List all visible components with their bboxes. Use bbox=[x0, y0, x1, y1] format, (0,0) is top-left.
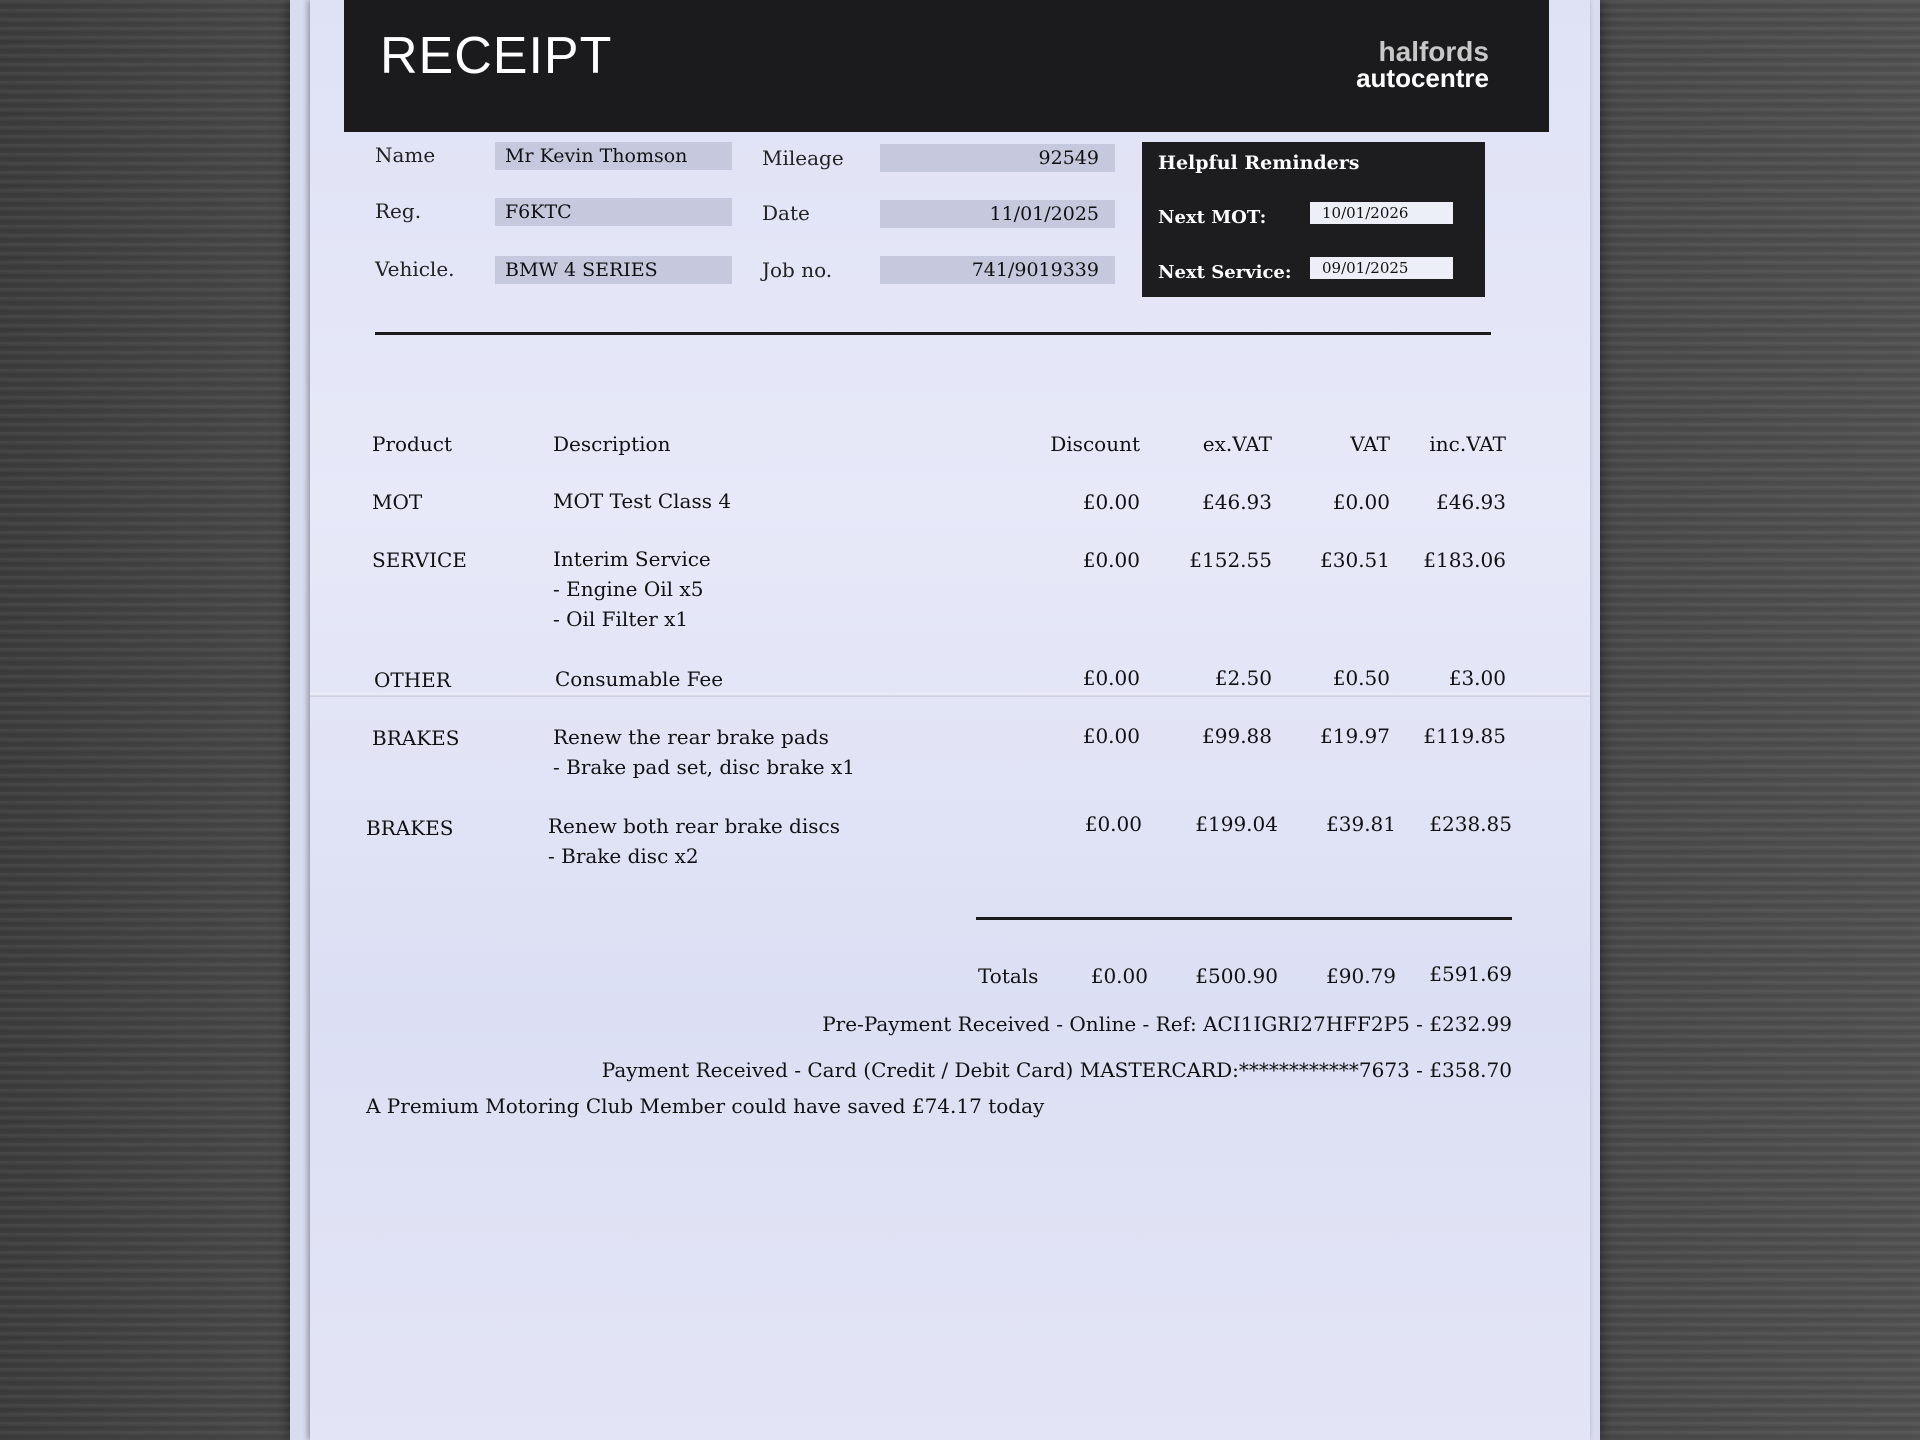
row-2-product: SERVICE bbox=[372, 548, 467, 572]
logo-brand-top: halfords bbox=[1378, 36, 1489, 67]
description-line: - Brake disc x2 bbox=[548, 844, 699, 868]
description-line: Consumable Fee bbox=[555, 667, 724, 691]
description-line: - Oil Filter x1 bbox=[553, 607, 689, 631]
description-line: Renew the rear brake pads bbox=[553, 725, 829, 749]
totals-ex-vat: £500.90 bbox=[1195, 964, 1278, 988]
date-label: Date bbox=[762, 201, 810, 225]
row-5-description bbox=[548, 811, 840, 871]
row-2-vat: £30.51 bbox=[1320, 548, 1390, 572]
row-5-inc-vat: £238.85 bbox=[1429, 812, 1512, 836]
receipt-banner bbox=[344, 0, 1549, 132]
description-line: MOT Test Class 4 bbox=[553, 489, 732, 513]
date-value: 11/01/2025 bbox=[880, 200, 1115, 228]
row-5-product: BRAKES bbox=[366, 816, 454, 840]
row-4-ex-vat: £99.88 bbox=[1202, 724, 1272, 748]
name-value: Mr Kevin Thomson bbox=[495, 142, 732, 170]
card-payment-line: Payment Received - Card (Credit / Debit Card) MASTERCARD:************7673 - £358.70 bbox=[601, 1058, 1512, 1082]
description-line: Renew both rear brake discs bbox=[548, 814, 840, 838]
row-2-description bbox=[553, 544, 711, 634]
job-label: Job no. bbox=[762, 258, 833, 282]
totals-discount: £0.00 bbox=[1090, 964, 1148, 988]
club-saving-note: A Premium Motoring Club Member could have saved £74.17 today bbox=[366, 1094, 1045, 1118]
row-4-inc-vat: £119.85 bbox=[1423, 724, 1506, 748]
reg-value: F6KTC bbox=[495, 198, 732, 226]
col-header-product: Product bbox=[372, 432, 452, 456]
description-line: Interim Service bbox=[553, 547, 711, 571]
col-header-vat: VAT bbox=[1350, 432, 1390, 456]
row-1-ex-vat: £46.93 bbox=[1202, 490, 1272, 514]
next-service-value: 09/01/2025 bbox=[1310, 257, 1453, 279]
row-1-description bbox=[553, 486, 731, 516]
row-5-ex-vat: £199.04 bbox=[1195, 812, 1278, 836]
row-2-ex-vat: £152.55 bbox=[1189, 548, 1272, 572]
row-3-product: OTHER bbox=[374, 668, 451, 692]
row-2-inc-vat: £183.06 bbox=[1423, 548, 1506, 572]
totals-inc-vat: £591.69 bbox=[1429, 962, 1512, 986]
row-3-inc-vat: £3.00 bbox=[1448, 666, 1506, 690]
totals-divider bbox=[976, 917, 1512, 920]
row-3-vat: £0.50 bbox=[1332, 666, 1390, 690]
mileage-value: 92549 bbox=[880, 144, 1115, 172]
job-value: 741/9019339 bbox=[880, 256, 1115, 284]
next-mot-value: 10/01/2026 bbox=[1310, 202, 1453, 224]
totals-label: Totals bbox=[978, 964, 1039, 988]
row-5-discount: £0.00 bbox=[1084, 812, 1142, 836]
description-line: - Engine Oil x5 bbox=[553, 577, 704, 601]
header-divider bbox=[375, 332, 1491, 335]
helpful-reminders-box bbox=[1142, 142, 1485, 297]
row-3-ex-vat: £2.50 bbox=[1214, 666, 1272, 690]
name-label: Name bbox=[375, 143, 436, 167]
paper-fold bbox=[310, 693, 1590, 697]
description-line: - Brake pad set, disc brake x1 bbox=[553, 755, 855, 779]
receipt-paper bbox=[310, 0, 1590, 1440]
reg-label: Reg. bbox=[375, 199, 422, 223]
logo-brand-bottom: autocentre bbox=[1356, 63, 1489, 93]
row-3-discount: £0.00 bbox=[1082, 666, 1140, 690]
row-1-discount: £0.00 bbox=[1082, 490, 1140, 514]
reminders-title: Helpful Reminders bbox=[1158, 152, 1360, 174]
row-4-vat: £19.97 bbox=[1320, 724, 1390, 748]
row-1-product: MOT bbox=[372, 490, 423, 514]
next-service-label: Next Service: bbox=[1158, 262, 1292, 283]
col-header-discount: Discount bbox=[1050, 432, 1140, 456]
vehicle-label: Vehicle. bbox=[375, 257, 455, 281]
prepayment-line: Pre-Payment Received - Online - Ref: ACI1IGRI27HFF2P5 - £232.99 bbox=[822, 1012, 1512, 1036]
halfords-logo bbox=[1356, 38, 1489, 92]
vehicle-value: BMW 4 SERIES bbox=[495, 256, 732, 284]
totals-vat: £90.79 bbox=[1326, 964, 1396, 988]
col-header-ex-vat: ex.VAT bbox=[1202, 432, 1272, 456]
row-1-inc-vat: £46.93 bbox=[1436, 490, 1506, 514]
row-2-discount: £0.00 bbox=[1082, 548, 1140, 572]
col-header-inc-vat: inc.VAT bbox=[1429, 432, 1506, 456]
row-4-product: BRAKES bbox=[372, 726, 460, 750]
row-5-vat: £39.81 bbox=[1326, 812, 1396, 836]
row-1-vat: £0.00 bbox=[1332, 490, 1390, 514]
mileage-label: Mileage bbox=[762, 146, 844, 170]
row-4-discount: £0.00 bbox=[1082, 724, 1140, 748]
col-header-description: Description bbox=[553, 432, 671, 456]
next-mot-label: Next MOT: bbox=[1158, 207, 1267, 228]
receipt-title: RECEIPT bbox=[380, 27, 613, 85]
row-3-description bbox=[555, 664, 723, 694]
row-4-description bbox=[553, 722, 855, 782]
